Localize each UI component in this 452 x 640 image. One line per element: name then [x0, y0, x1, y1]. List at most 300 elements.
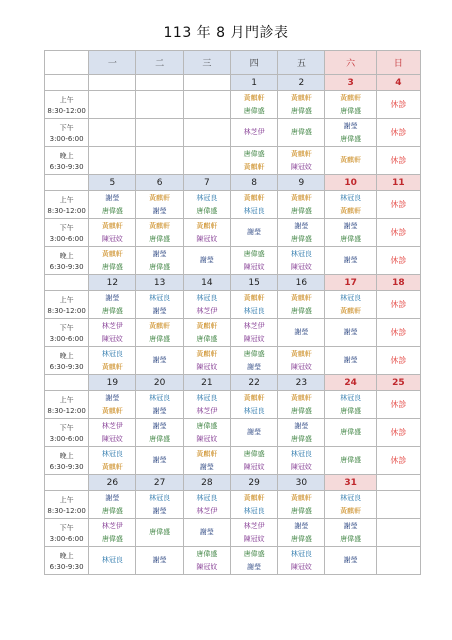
session-name: 上午 — [59, 95, 74, 104]
doctor-name: 唐偉盛 — [196, 421, 218, 430]
doctor-name: 黃麒軒 — [149, 221, 171, 230]
clinic-schedule-table — [44, 50, 421, 575]
schedule-cell — [325, 491, 376, 519]
session-time: 3:00-6:00 — [49, 234, 84, 243]
schedule-cell — [136, 419, 183, 447]
date-cell — [136, 75, 183, 91]
session-row — [45, 119, 421, 147]
doctor-name: 謝瑩 — [199, 528, 214, 536]
session-name: 晚上 — [59, 351, 74, 360]
weekday-header: 三 — [183, 51, 230, 75]
doctor-name: 林冠良 — [196, 193, 218, 202]
doctor-name: 唐偉盛 — [149, 262, 171, 271]
date-cell: 26 — [89, 475, 136, 491]
doctor-name: 黃麒軒 — [340, 93, 362, 102]
schedule-cell — [183, 147, 230, 175]
weekday-header: 六 — [325, 51, 376, 75]
doctor-name: 謝瑩 — [105, 293, 120, 302]
schedule-cell — [278, 247, 325, 275]
session-row — [45, 319, 421, 347]
session-row — [45, 419, 421, 447]
schedule-cell — [183, 191, 230, 219]
date-cell: 17 — [325, 275, 376, 291]
session-time: 6:30-9:30 — [49, 162, 84, 171]
doctor-name: 黃麒軒 — [243, 193, 265, 202]
schedule-cell — [376, 491, 420, 519]
date-cell: 20 — [136, 375, 183, 391]
schedule-cell — [183, 119, 230, 147]
schedule-cell — [376, 447, 420, 475]
doctor-name: 林冠良 — [149, 493, 171, 502]
doctor-name: 林冠良 — [101, 449, 123, 458]
doctor-name: 黃麒軒 — [243, 493, 265, 502]
doctor-name: 黃麒軒 — [196, 221, 218, 230]
doctor-name: 林冠良 — [243, 306, 265, 315]
doctor-name: 陳冠妏 — [243, 334, 265, 343]
doctor-name: 謝瑩 — [294, 328, 309, 336]
doctor-name: 謝瑩 — [105, 193, 120, 202]
doctor-name: 林芝伊 — [196, 406, 218, 415]
rest-label: 休診 — [390, 155, 407, 165]
rest-label: 休診 — [390, 227, 407, 237]
schedule-cell — [325, 347, 376, 375]
doctor-name: 唐偉盛 — [340, 134, 362, 143]
date-cell: 5 — [89, 175, 136, 191]
doctor-name: 唐偉盛 — [340, 428, 362, 436]
doctor-name: 林冠良 — [290, 449, 312, 458]
doctor-name: 謝瑩 — [199, 462, 214, 471]
doctor-name: 唐偉盛 — [149, 334, 171, 343]
doctor-name: 黃麒軒 — [290, 493, 312, 502]
date-cell: 16 — [278, 275, 325, 291]
session-time: 8:30-12:00 — [47, 406, 86, 415]
schedule-cell — [89, 347, 136, 375]
doctor-name: 唐偉盛 — [196, 334, 218, 343]
doctor-name: 陳冠妏 — [290, 162, 312, 171]
schedule-cell — [278, 119, 325, 147]
schedule-cell — [376, 247, 420, 275]
doctor-name: 黃麒軒 — [340, 156, 362, 164]
schedule-cell — [376, 91, 420, 119]
doctor-name: 唐偉盛 — [149, 528, 171, 536]
doctor-name: 黃麒軒 — [196, 321, 218, 330]
doctor-name: 唐偉盛 — [243, 449, 265, 458]
session-row — [45, 491, 421, 519]
doctor-name: 黃麒軒 — [149, 321, 171, 330]
doctor-name: 謝瑩 — [152, 356, 167, 364]
doctor-name: 謝瑩 — [152, 506, 167, 515]
doctor-name: 謝瑩 — [247, 362, 262, 371]
doctor-name: 黃麒軒 — [340, 506, 362, 515]
date-cell: 11 — [376, 175, 420, 191]
date-cell: 3 — [325, 75, 376, 91]
date-cell: 1 — [230, 75, 277, 91]
schedule-cell — [183, 447, 230, 475]
weekday-header: 四 — [230, 51, 277, 75]
session-time: 6:30-9:30 — [49, 262, 84, 271]
doctor-name: 謝瑩 — [152, 406, 167, 415]
doctor-name: 唐偉盛 — [101, 534, 123, 543]
date-cell: 24 — [325, 375, 376, 391]
date-cell: 12 — [89, 275, 136, 291]
doctor-name: 謝瑩 — [294, 521, 309, 530]
schedule-cell — [376, 291, 420, 319]
session-name: 下午 — [59, 123, 74, 132]
doctor-name: 陳冠妏 — [196, 434, 218, 443]
session-row — [45, 291, 421, 319]
schedule-cell — [325, 319, 376, 347]
doctor-name: 唐偉盛 — [196, 206, 218, 215]
doctor-name: 黃麒軒 — [101, 249, 123, 258]
doctor-name: 黃麒軒 — [290, 149, 312, 158]
session-row — [45, 91, 421, 119]
date-cell: 4 — [376, 75, 420, 91]
doctor-name: 謝瑩 — [247, 228, 262, 236]
session-row — [45, 391, 421, 419]
weekday-header: 一 — [89, 51, 136, 75]
schedule-cell — [89, 291, 136, 319]
session-time: 6:30-9:30 — [49, 562, 84, 571]
doctor-name: 黃麒軒 — [340, 306, 362, 315]
session-name: 上午 — [59, 495, 74, 504]
date-cell — [376, 475, 420, 491]
rest-label: 休診 — [390, 299, 407, 309]
session-name: 晚上 — [59, 251, 74, 260]
date-cell: 15 — [230, 275, 277, 291]
session-label — [45, 347, 89, 375]
session-name: 下午 — [59, 523, 74, 532]
schedule-cell — [136, 291, 183, 319]
doctor-name: 唐偉盛 — [290, 534, 312, 543]
doctor-name: 陳冠妏 — [290, 362, 312, 371]
schedule-cell — [136, 119, 183, 147]
rest-label: 休診 — [390, 99, 407, 109]
schedule-cell — [136, 191, 183, 219]
date-cell: 21 — [183, 375, 230, 391]
schedule-cell — [325, 119, 376, 147]
weekday-header-row — [45, 51, 421, 75]
doctor-name: 陳冠妏 — [290, 262, 312, 271]
doctor-name: 林芝伊 — [101, 521, 123, 530]
doctor-name: 黃麒軒 — [101, 362, 123, 371]
schedule-cell — [278, 347, 325, 375]
session-name: 上午 — [59, 195, 74, 204]
schedule-cell — [278, 547, 325, 575]
doctor-name: 陳冠妏 — [196, 362, 218, 371]
schedule-cell — [230, 547, 277, 575]
doctor-name: 唐偉盛 — [340, 406, 362, 415]
schedule-cell — [136, 347, 183, 375]
doctor-name: 黃麒軒 — [290, 293, 312, 302]
session-name: 下午 — [59, 323, 74, 332]
session-name: 晚上 — [59, 451, 74, 460]
date-row-label — [45, 375, 89, 391]
schedule-cell — [136, 391, 183, 419]
date-cell: 8 — [230, 175, 277, 191]
weekday-header: 二 — [136, 51, 183, 75]
schedule-cell — [278, 519, 325, 547]
schedule-cell — [89, 147, 136, 175]
schedule-cell — [230, 391, 277, 419]
date-row — [45, 275, 421, 291]
doctor-name: 林芝伊 — [243, 128, 265, 136]
rest-label: 休診 — [390, 399, 407, 409]
rest-label: 休診 — [390, 427, 407, 437]
rest-label: 休診 — [390, 327, 407, 337]
schedule-cell — [183, 391, 230, 419]
doctor-name: 陳冠妏 — [196, 562, 218, 571]
schedule-cell — [325, 247, 376, 275]
doctor-name: 謝瑩 — [294, 221, 309, 230]
doctor-name: 唐偉盛 — [149, 234, 171, 243]
rest-label: 休診 — [390, 355, 407, 365]
schedule-cell — [325, 447, 376, 475]
session-time: 6:30-9:30 — [49, 462, 84, 471]
doctor-name: 唐偉盛 — [196, 549, 218, 558]
doctor-name: 林冠良 — [196, 293, 218, 302]
date-row — [45, 375, 421, 391]
schedule-cell — [89, 191, 136, 219]
doctor-name: 謝瑩 — [343, 256, 358, 264]
date-cell: 25 — [376, 375, 420, 391]
session-row — [45, 147, 421, 175]
doctor-name: 唐偉盛 — [290, 406, 312, 415]
doctor-name: 唐偉盛 — [290, 506, 312, 515]
doctor-name: 謝瑩 — [105, 393, 120, 402]
doctor-name: 林冠良 — [196, 493, 218, 502]
schedule-cell — [230, 219, 277, 247]
doctor-name: 唐偉盛 — [149, 434, 171, 443]
doctor-name: 謝瑩 — [343, 328, 358, 336]
doctor-name: 唐偉盛 — [101, 206, 123, 215]
date-cell: 6 — [136, 175, 183, 191]
doctor-name: 唐偉盛 — [243, 106, 265, 115]
doctor-name: 黃麒軒 — [101, 221, 123, 230]
doctor-name: 唐偉盛 — [243, 349, 265, 358]
doctor-name: 謝瑩 — [247, 428, 262, 436]
doctor-name: 謝瑩 — [343, 556, 358, 564]
schedule-cell — [376, 391, 420, 419]
schedule-cell — [278, 291, 325, 319]
schedule-cell — [325, 291, 376, 319]
doctor-name: 林冠良 — [243, 406, 265, 415]
schedule-cell — [89, 119, 136, 147]
doctor-name: 黃麒軒 — [243, 162, 265, 171]
doctor-name: 林芝伊 — [196, 306, 218, 315]
doctor-name: 謝瑩 — [343, 121, 358, 130]
session-row — [45, 247, 421, 275]
date-cell: 23 — [278, 375, 325, 391]
session-label — [45, 491, 89, 519]
schedule-cell — [278, 419, 325, 447]
session-name: 晚上 — [59, 551, 74, 560]
doctor-name: 林冠良 — [196, 393, 218, 402]
doctor-name: 謝瑩 — [105, 493, 120, 502]
doctor-name: 陳冠妏 — [243, 462, 265, 471]
doctor-name: 林冠良 — [340, 193, 362, 202]
schedule-cell — [325, 191, 376, 219]
session-row — [45, 347, 421, 375]
date-cell: 29 — [230, 475, 277, 491]
session-label — [45, 147, 89, 175]
session-name: 上午 — [59, 395, 74, 404]
date-row-label — [45, 275, 89, 291]
doctor-name: 林冠良 — [101, 556, 123, 564]
session-time: 3:00-6:00 — [49, 334, 84, 343]
doctor-name: 謝瑩 — [152, 249, 167, 258]
schedule-cell — [278, 447, 325, 475]
schedule-cell — [89, 391, 136, 419]
schedule-cell — [325, 519, 376, 547]
schedule-cell — [136, 219, 183, 247]
date-row-label — [45, 75, 89, 91]
doctor-name: 陳冠妏 — [196, 234, 218, 243]
session-label — [45, 91, 89, 119]
doctor-name: 謝瑩 — [294, 421, 309, 430]
schedule-cell — [136, 147, 183, 175]
schedule-cell — [89, 247, 136, 275]
schedule-cell — [183, 419, 230, 447]
doctor-name: 謝瑩 — [152, 556, 167, 564]
schedule-cell — [278, 491, 325, 519]
doctor-name: 林冠良 — [340, 493, 362, 502]
schedule-cell — [230, 519, 277, 547]
doctor-name: 唐偉盛 — [243, 149, 265, 158]
schedule-cell — [183, 91, 230, 119]
schedule-cell — [376, 219, 420, 247]
session-label — [45, 547, 89, 575]
session-name: 晚上 — [59, 151, 74, 160]
doctor-name: 陳冠妏 — [243, 262, 265, 271]
corner-cell — [45, 51, 89, 75]
doctor-name: 唐偉盛 — [340, 456, 362, 464]
schedule-cell — [89, 419, 136, 447]
doctor-name: 唐偉盛 — [243, 249, 265, 258]
schedule-cell — [136, 319, 183, 347]
schedule-cell — [376, 547, 420, 575]
schedule-cell — [278, 219, 325, 247]
schedule-cell — [376, 419, 420, 447]
schedule-cell — [183, 291, 230, 319]
doctor-name: 黃麒軒 — [149, 193, 171, 202]
date-row-label — [45, 175, 89, 191]
session-name: 上午 — [59, 295, 74, 304]
doctor-name: 謝瑩 — [343, 356, 358, 364]
doctor-name: 謝瑩 — [343, 521, 358, 530]
schedule-cell — [89, 491, 136, 519]
date-cell: 27 — [136, 475, 183, 491]
schedule-cell — [230, 191, 277, 219]
schedule-cell — [136, 519, 183, 547]
rest-label: 休診 — [390, 199, 407, 209]
schedule-cell — [376, 147, 420, 175]
schedule-cell — [376, 319, 420, 347]
doctor-name: 陳冠妏 — [243, 534, 265, 543]
schedule-cell — [183, 491, 230, 519]
session-label — [45, 419, 89, 447]
weekday-header: 五 — [278, 51, 325, 75]
page-title: 113 年 8 月門診表 — [163, 25, 289, 41]
schedule-cell — [278, 191, 325, 219]
schedule-cell — [136, 447, 183, 475]
schedule-cell — [230, 447, 277, 475]
schedule-cell — [183, 219, 230, 247]
doctor-name: 黃麒軒 — [290, 93, 312, 102]
session-time: 3:00-6:00 — [49, 434, 84, 443]
schedule-cell — [183, 519, 230, 547]
weekday-header: 日 — [376, 51, 420, 75]
schedule-cell — [136, 247, 183, 275]
doctor-name: 林冠良 — [340, 393, 362, 402]
date-cell — [89, 75, 136, 91]
schedule-cell — [89, 319, 136, 347]
doctor-name: 黃麒軒 — [340, 206, 362, 215]
session-label — [45, 247, 89, 275]
session-label — [45, 319, 89, 347]
schedule-cell — [376, 347, 420, 375]
date-row — [45, 475, 421, 491]
doctor-name: 唐偉盛 — [290, 206, 312, 215]
schedule-cell — [325, 547, 376, 575]
doctor-name: 黃麒軒 — [290, 349, 312, 358]
doctor-name: 陳冠妏 — [101, 234, 123, 243]
rest-label: 休診 — [390, 127, 407, 137]
date-row-label — [45, 475, 89, 491]
schedule-cell — [230, 147, 277, 175]
date-cell: 28 — [183, 475, 230, 491]
doctor-name: 陳冠妏 — [290, 462, 312, 471]
schedule-cell — [325, 91, 376, 119]
schedule-cell — [376, 519, 420, 547]
schedule-cell — [230, 347, 277, 375]
date-cell: 30 — [278, 475, 325, 491]
rest-label: 休診 — [390, 255, 407, 265]
schedule-cell — [89, 519, 136, 547]
schedule-cell — [183, 547, 230, 575]
doctor-name: 黃麒軒 — [101, 406, 123, 415]
doctor-name: 唐偉盛 — [290, 128, 312, 136]
date-cell: 2 — [278, 75, 325, 91]
session-time: 8:30-12:00 — [47, 306, 86, 315]
date-cell: 18 — [376, 275, 420, 291]
doctor-name: 林芝伊 — [243, 321, 265, 330]
doctor-name: 黃麒軒 — [290, 393, 312, 402]
date-cell: 14 — [183, 275, 230, 291]
doctor-name: 黃麒軒 — [243, 393, 265, 402]
doctor-name: 謝瑩 — [343, 221, 358, 230]
session-row — [45, 519, 421, 547]
schedule-cell — [183, 247, 230, 275]
schedule-cell — [278, 391, 325, 419]
session-row — [45, 547, 421, 575]
session-label — [45, 391, 89, 419]
session-row — [45, 191, 421, 219]
schedule-cell — [136, 491, 183, 519]
schedule-cell — [325, 147, 376, 175]
schedule-cell — [183, 319, 230, 347]
date-row — [45, 75, 421, 91]
schedule-cell — [325, 419, 376, 447]
session-time: 6:30-9:30 — [49, 362, 84, 371]
doctor-name: 唐偉盛 — [340, 106, 362, 115]
doctor-name: 黃麒軒 — [196, 349, 218, 358]
session-label — [45, 519, 89, 547]
schedule-cell — [89, 547, 136, 575]
doctor-name: 陳冠妏 — [290, 562, 312, 571]
date-cell: 22 — [230, 375, 277, 391]
schedule-cell — [89, 219, 136, 247]
date-cell: 9 — [278, 175, 325, 191]
